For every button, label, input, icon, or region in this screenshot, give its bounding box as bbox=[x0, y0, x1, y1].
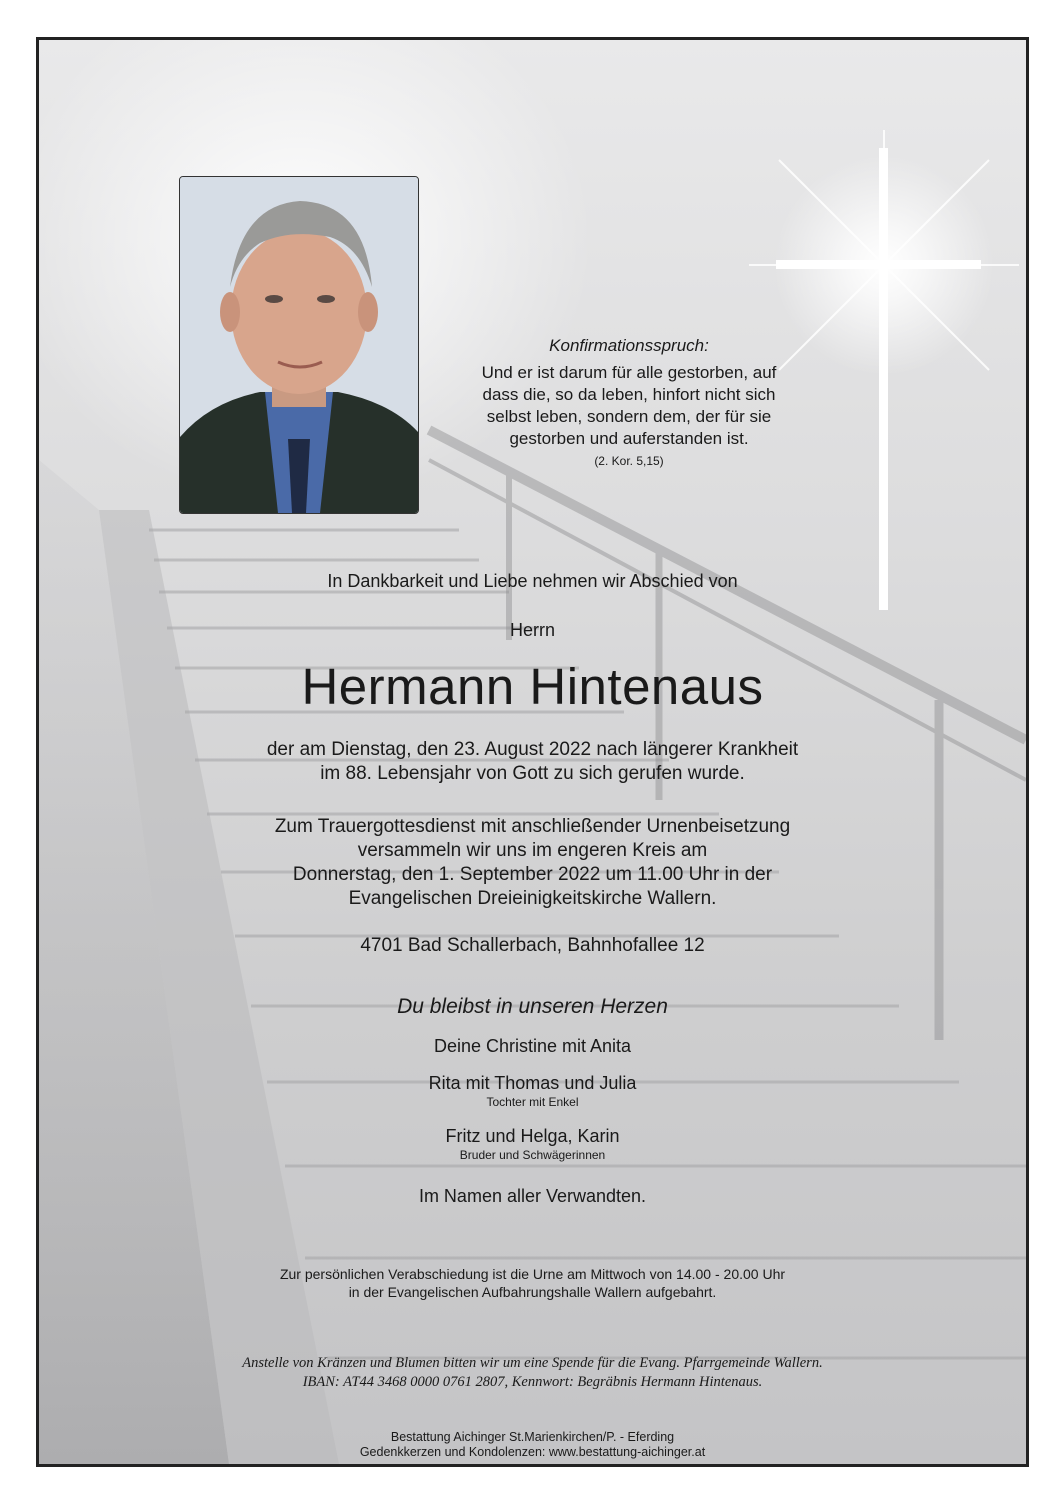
service-line: versammeln wir uns im engeren Kreis am bbox=[357, 840, 708, 861]
death-line: im 88. Lebensjahr von Gott zu sich gerufen wurde. bbox=[320, 763, 745, 784]
viewing-line: in der Evangelischen Aufbahrungshalle Wallern aufgebahrt. bbox=[348, 1284, 717, 1300]
verse-line: selbst leben, sondern dem, der für sie bbox=[486, 407, 772, 426]
deceased-name: Hermann Hintenaus bbox=[301, 658, 764, 715]
portrait-photo bbox=[179, 176, 419, 514]
family-relation: Bruder und Schwägerinnen bbox=[459, 1148, 606, 1162]
undertaker-info bbox=[39, 1430, 1026, 1460]
service-line: Evangelischen Dreieinigkeitskirche Wallern. bbox=[348, 888, 717, 909]
verse-line: dass die, so da leben, hinfort nicht sich bbox=[482, 385, 776, 404]
family-names: Deine Christine mit Anita bbox=[433, 1036, 632, 1056]
donation-notice bbox=[39, 1354, 1026, 1392]
cross-vertical bbox=[879, 148, 888, 610]
death-notice bbox=[39, 738, 1026, 786]
undertaker-name: Bestattung Aichinger St.Marienkirchen/P. - Eferding bbox=[390, 1430, 675, 1444]
donation-line: IBAN: AT44 3468 0000 0761 2807, Kennwort: Begräbnis Hermann Hintenaus. bbox=[302, 1374, 763, 1390]
intro-text: In Dankbarkeit und Liebe nehmen wir Abschied von bbox=[327, 571, 738, 591]
service-line: Donnerstag, den 1. September 2022 um 11.00 Uhr in der bbox=[292, 864, 773, 885]
viewing-notice bbox=[39, 1265, 1026, 1301]
cross-horizontal bbox=[776, 260, 981, 269]
death-line: der am Dienstag, den 23. August 2022 nach längerer Krankheit bbox=[266, 739, 799, 760]
relatives-line: Im Namen aller Verwandten. bbox=[418, 1186, 647, 1206]
address: 4701 Bad Schallerbach, Bahnhofallee 12 bbox=[360, 935, 705, 956]
verse-line: Und er ist darum für alle gestorben, auf bbox=[481, 363, 777, 382]
motto: Du bleibst in unseren Herzen bbox=[397, 995, 668, 1018]
donation-line: Anstelle von Kränzen und Blumen bitten wir um eine Spende für die Evang. Pfarrgemeinde Wallern. bbox=[242, 1355, 823, 1371]
service-notice bbox=[39, 815, 1026, 911]
verse-reference: (2. Kor. 5,15) bbox=[594, 454, 664, 468]
family-names: Fritz und Helga, Karin bbox=[445, 1126, 620, 1146]
salutation: Herrn bbox=[509, 620, 555, 640]
family-relation: Tochter mit Enkel bbox=[486, 1095, 579, 1109]
verse-title: Konfirmationsspruch: bbox=[549, 336, 709, 355]
viewing-line: Zur persönlichen Verabschiedung ist die Urne am Mittwoch von 14.00 - 20.00 Uhr bbox=[279, 1266, 786, 1282]
family-names: Rita mit Thomas und Julia bbox=[428, 1073, 637, 1093]
verse-text bbox=[439, 362, 819, 450]
obituary-card bbox=[36, 37, 1029, 1467]
undertaker-website: Gedenkkerzen und Kondolenzen: www.bestattung-aichinger.at bbox=[359, 1445, 706, 1459]
verse-line: gestorben und auferstanden ist. bbox=[509, 429, 749, 448]
service-line: Zum Trauergottesdienst mit anschließender Urnenbeisetzung bbox=[274, 816, 791, 837]
